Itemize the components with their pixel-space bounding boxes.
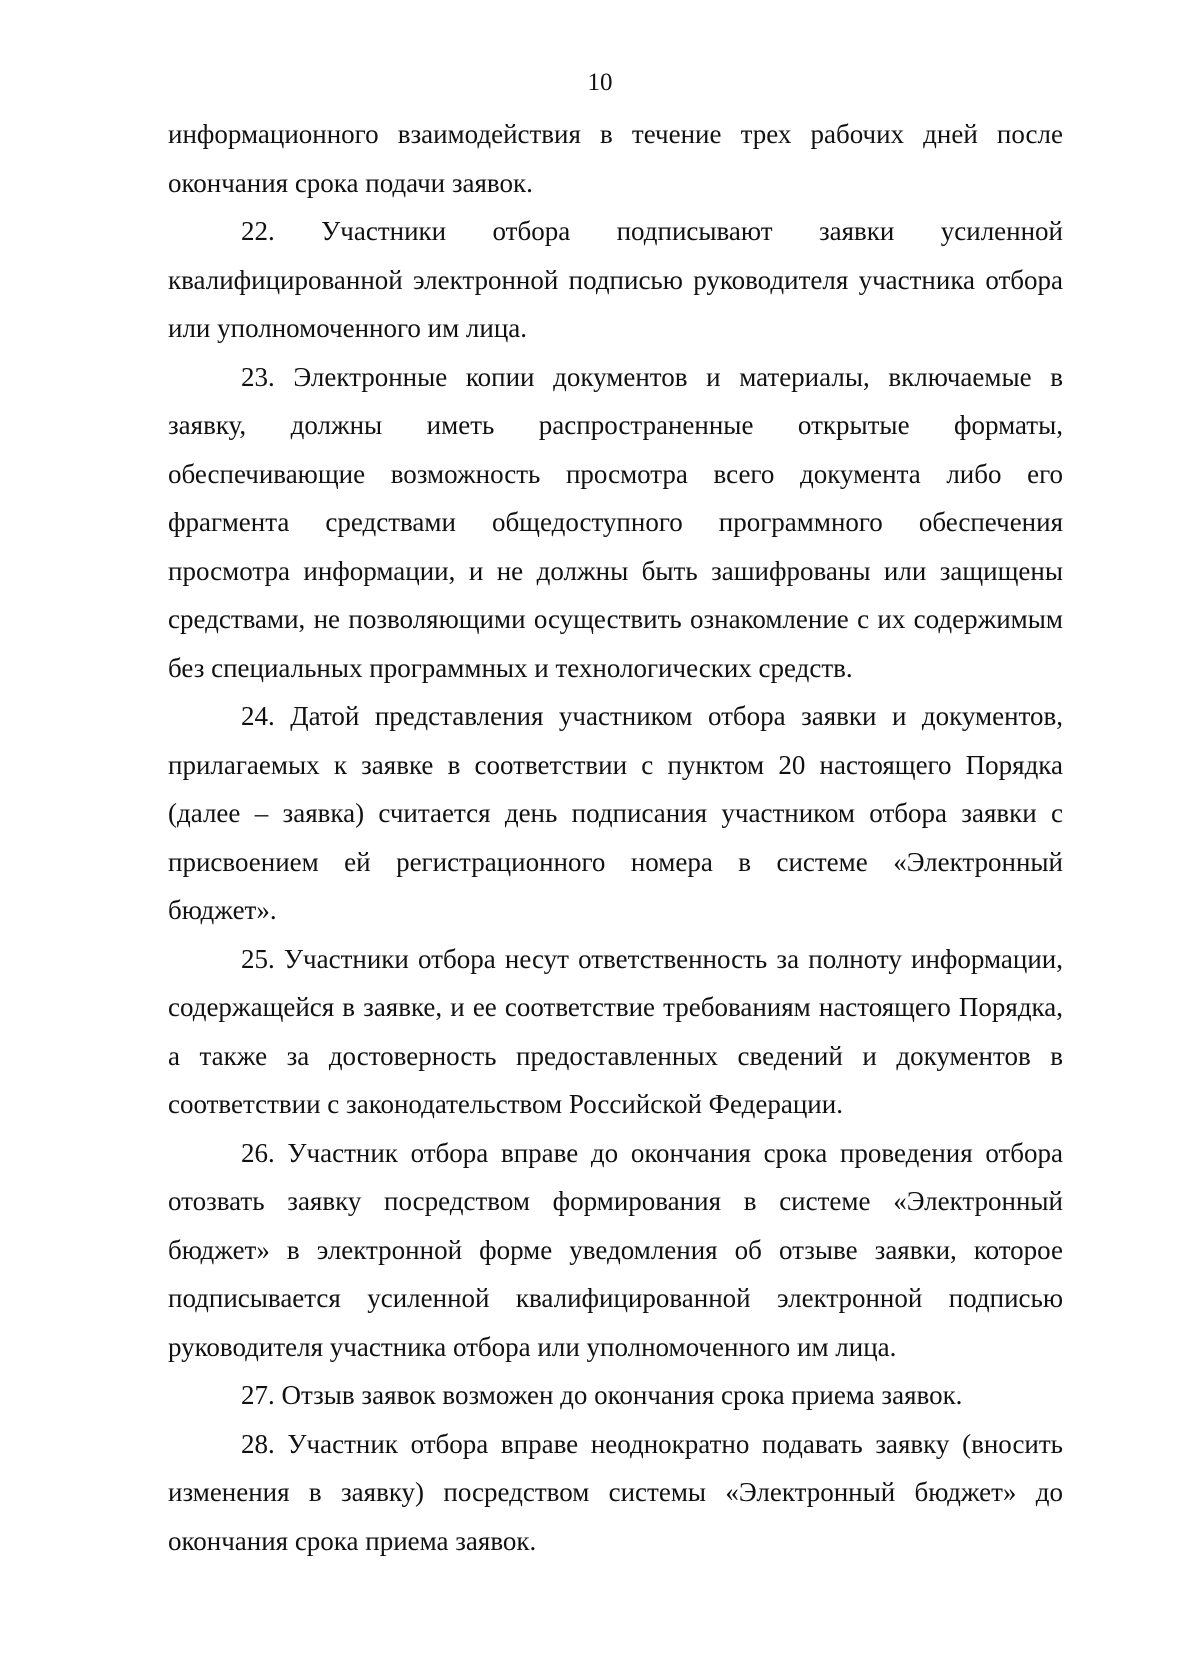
paragraph-22: 22. Участники отбора подписывают заявки усиленной квалифицированной электронной подписью руководителя участника отбора или уполномоченного им лица. [168, 216, 1063, 343]
paragraph-23: 23. Электронные копии документов и материалы, включаемые в заявку, должны иметь распространенные открытые форматы, обеспечивающие возможность просмотра всего документа либо его фрагмента средствами общедоступного программного обеспечения просмотра информации, и не должны быть зашифрованы или защищены средствами, не позволяющими осуществить ознакомление с их содержимым без специальных программных и технологических средств. [168, 361, 1063, 683]
document-body [168, 110, 1063, 1565]
paragraph-continuation: информационного взаимодействия в течение трех рабочих дней после окончания срока подачи заявок. [168, 119, 1063, 198]
paragraph-28: 28. Участник отбора вправе неоднократно подавать заявку (вносить изменения в заявку) посредством системы «Электронный бюджет» до окончания срока приема заявок. [168, 1428, 1063, 1556]
page-number: 10 [587, 69, 613, 96]
paragraph-25: 25. Участники отбора несут ответственность за полноту информации, содержащейся в заявке, и ее соответствие требованиям настоящего Порядка, а также за достоверность предоставленных сведений и документов в соответствии с законодательством Российской Федерации. [168, 943, 1063, 1119]
paragraph-26: 26. Участник отбора вправе до окончания срока проведения отбора отозвать заявку посредством формирования в системе «Электронный бюджет» в электронной форме уведомления об отзыве заявки, которое подписывается усиленной квалифицированной электронной подписью руководителя участника отбора или уполномоченного им лица. [168, 1137, 1063, 1362]
paragraph-24: 24. Датой представления участником отбора заявки и документов, прилагаемых к заявке в соответствии с пунктом 20 настоящего Порядка (далее – заявка) считается день подписания участником отбора заявки с присвоением ей регистрационного номера в системе «Электронный бюджет». [168, 701, 1063, 925]
paragraph-27: 27. Отзыв заявок возможен до окончания срока приема заявок. [241, 1380, 963, 1410]
